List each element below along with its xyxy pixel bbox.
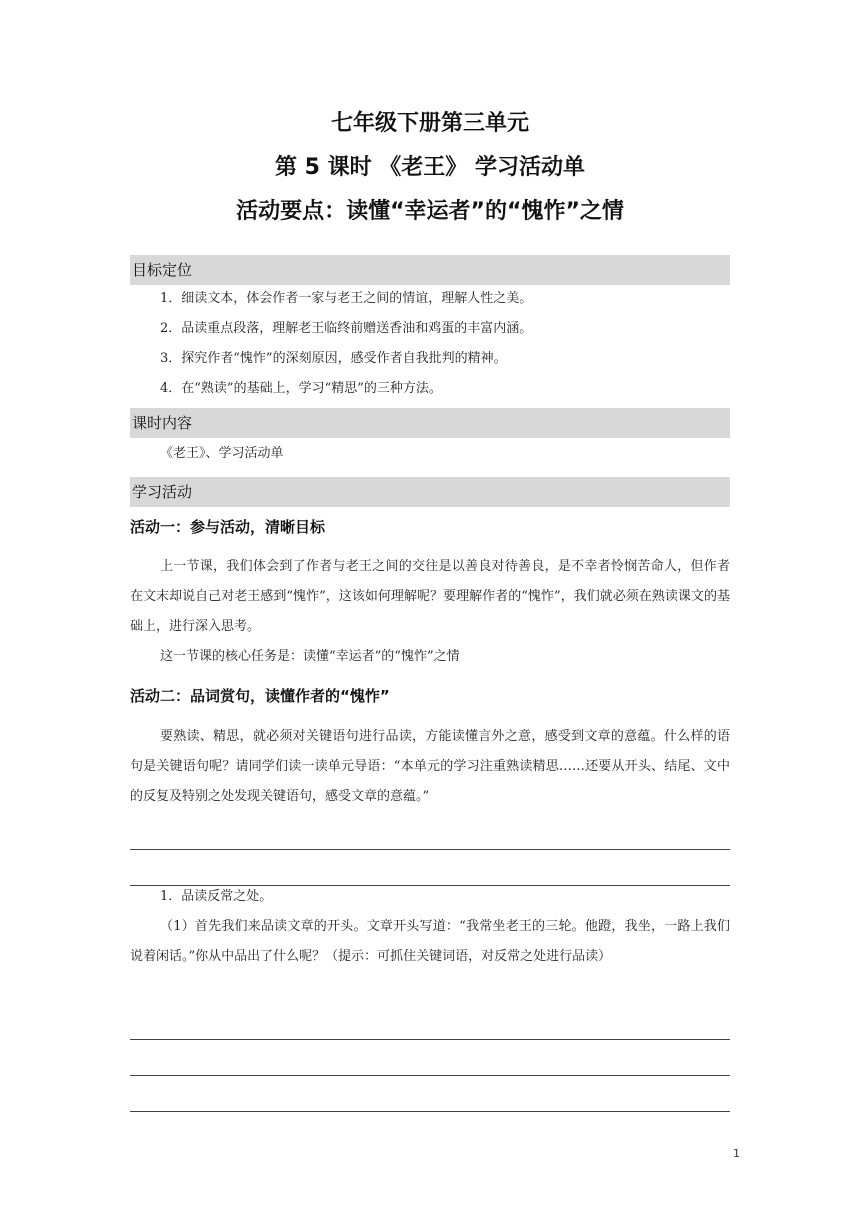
objectives-list (160, 284, 532, 404)
activity2-paragraph: 要熟读、精思，就必须对关键语句进行品读，方能读懂言外之意，感受到文章的意蕴。什么样的语句是关键语句呢？请同学们读一读单元导语：“本单元的学习注重熟读精思……还要从开头、结尾、文中的反复及特别之处发现关键语句，感受文章的意蕴。” (130, 729, 730, 804)
activity2-question1: （1）首先我们来品读文章的开头。文章开头写道：“我常坐老王的三轮。他蹬，我坐，一路上我们说着闲话。”你从中品出了什么呢？（提示：可抓住关键词语，对反常之处进行品读） (130, 919, 730, 964)
objective-item: 4．在“熟读”的基础上，学习“精思”的三种方法。 (160, 381, 442, 396)
unit-title: 七年级下册第三单元 (330, 111, 529, 136)
answer-line[interactable] (130, 1039, 730, 1040)
answer-line[interactable] (130, 1111, 730, 1112)
lesson-title: 第 5 课时 《老王》 学习活动单 (275, 155, 585, 180)
activity1-core-task: 这一节课的核心任务是：读懂“幸运者”的“愧怍”之情 (160, 649, 460, 664)
answer-line[interactable] (130, 849, 730, 850)
objective-item: 2．品读重点段落，理解老王临终前赠送香油和鸡蛋的丰富内涵。 (160, 321, 533, 336)
objective-item: 3．探究作者“愧怍”的深刻原因，感受作者自我批判的精神。 (160, 351, 507, 366)
content-heading: 课时内容 (130, 408, 730, 438)
objective-item: 1．细读文本，体会作者一家与老王之间的情谊，理解人性之美。 (160, 291, 533, 306)
activity2-item1: 1．品读反常之处。 (160, 889, 273, 904)
answer-line[interactable] (130, 1075, 730, 1076)
page-number: 1 (733, 1147, 740, 1160)
activity1-title: 活动一：参与活动，清晰目标 (130, 518, 326, 536)
content-text: 《老王》、学习活动单 (160, 446, 284, 461)
activity1-paragraph: 上一节课，我们体会到了作者与老王之间的交往是以善良对待善良，是不幸者怜悯苦命人，但作者在文末却说自己对老王感到“愧怍”，这该如何理解呢？要理解作者的“愧怍”，我们就必须在熟读课文的基础上，进行深入思考。 (130, 559, 730, 634)
activity2-title: 活动二：品词赏句，读懂作者的“愧怍” (130, 687, 390, 705)
objectives-heading: 目标定位 (130, 255, 730, 285)
focus-title: 活动要点：读懂“幸运者”的“愧怍”之情 (236, 199, 624, 224)
activities-heading: 学习活动 (130, 477, 730, 507)
